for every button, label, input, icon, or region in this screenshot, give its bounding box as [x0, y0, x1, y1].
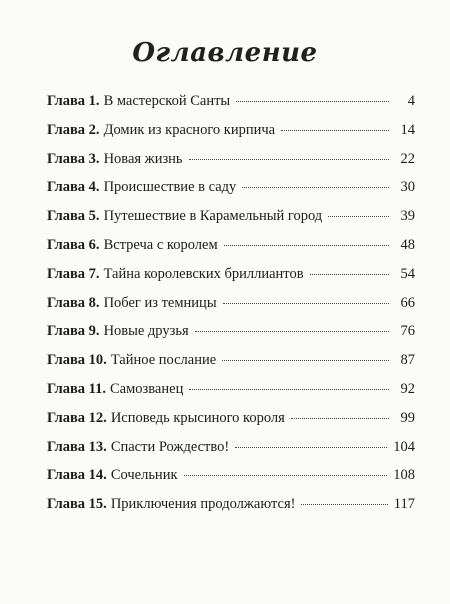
toc-entry	[47, 208, 415, 237]
chapter-title: Самозванец	[110, 380, 184, 397]
dot-leader	[189, 389, 389, 390]
dot-leader	[301, 504, 387, 505]
toc-entry	[47, 410, 415, 439]
chapter-number: Глава 12.	[47, 409, 107, 426]
toc-entry	[47, 496, 415, 525]
dot-leader	[328, 216, 389, 217]
page-number: 54	[400, 265, 415, 282]
chapter-title: Тайное послание	[110, 352, 217, 369]
toc-entry	[47, 381, 415, 410]
chapter-number: Глава 9.	[47, 323, 100, 340]
table-of-contents	[47, 93, 415, 525]
chapter-number: Глава 10.	[47, 352, 107, 369]
page-number: 99	[400, 409, 415, 426]
page-number: 92	[400, 380, 415, 397]
chapter-title: Исповедь крысиного короля	[110, 409, 285, 426]
chapter-number: Глава 7.	[47, 265, 100, 282]
page-number: 108	[393, 467, 415, 484]
chapter-title: Встреча с королем	[103, 236, 218, 253]
toc-entry	[47, 122, 415, 151]
chapter-title: Домик из красного кирпича	[103, 121, 276, 138]
chapter-title: Приключения продолжаются!	[110, 496, 296, 513]
page-number: 104	[393, 438, 415, 455]
dot-leader	[291, 418, 389, 419]
page-number: 39	[400, 208, 415, 225]
chapter-number: Глава 1.	[47, 93, 100, 109]
chapter-number: Глава 6.	[47, 236, 100, 253]
toc-entry	[47, 439, 415, 468]
page-number: 30	[400, 179, 415, 196]
page-number: 66	[400, 294, 415, 311]
chapter-title: Путешествие в Карамельный город	[103, 208, 323, 225]
toc-entry	[47, 179, 415, 208]
toc-entry	[47, 467, 415, 496]
page-number: 4	[407, 93, 415, 109]
toc-entry	[47, 295, 415, 324]
toc-entry	[47, 151, 415, 180]
dot-leader	[223, 303, 389, 304]
chapter-number: Глава 5.	[47, 208, 100, 225]
toc-entry	[47, 266, 415, 295]
page-number: 117	[393, 496, 415, 513]
dot-leader	[235, 447, 387, 448]
dot-leader	[236, 101, 389, 102]
dot-leader	[224, 245, 389, 246]
chapter-number: Глава 15.	[47, 496, 107, 513]
chapter-title: Сочельник	[110, 467, 178, 484]
dot-leader	[184, 475, 388, 476]
page-number: 76	[400, 323, 415, 340]
toc-entry	[47, 323, 415, 352]
chapter-number: Глава 14.	[47, 467, 107, 484]
toc-entry	[47, 352, 415, 381]
page-number: 22	[400, 150, 415, 167]
chapter-title: Побег из темницы	[103, 294, 217, 311]
chapter-number: Глава 4.	[47, 179, 100, 196]
toc-entry	[47, 93, 415, 122]
dot-leader	[195, 331, 389, 332]
chapter-title: Спасти Рождество!	[110, 438, 230, 455]
dot-leader	[281, 130, 389, 131]
chapter-number: Глава 13.	[47, 438, 107, 455]
dot-leader	[189, 159, 389, 160]
chapter-number: Глава 11.	[47, 380, 107, 397]
page-number: 48	[400, 236, 415, 253]
chapter-number: Глава 8.	[47, 294, 100, 311]
page-number: 14	[400, 121, 415, 138]
dot-leader	[242, 187, 389, 188]
toc-entry	[47, 237, 415, 266]
page-number: 87	[400, 352, 415, 369]
chapter-number: Глава 3.	[47, 150, 100, 167]
chapter-title: Происшествие в саду	[103, 179, 237, 196]
chapter-title: Новая жизнь	[103, 150, 183, 167]
chapter-title: Новые друзья	[103, 323, 189, 340]
dot-leader	[222, 360, 389, 361]
dot-leader	[310, 274, 389, 275]
chapter-title: Тайна королевских бриллиантов	[103, 265, 304, 282]
chapter-title: В мастерской Санты	[103, 93, 231, 109]
page-title: Оглавление	[132, 38, 318, 68]
chapter-number: Глава 2.	[47, 121, 100, 138]
